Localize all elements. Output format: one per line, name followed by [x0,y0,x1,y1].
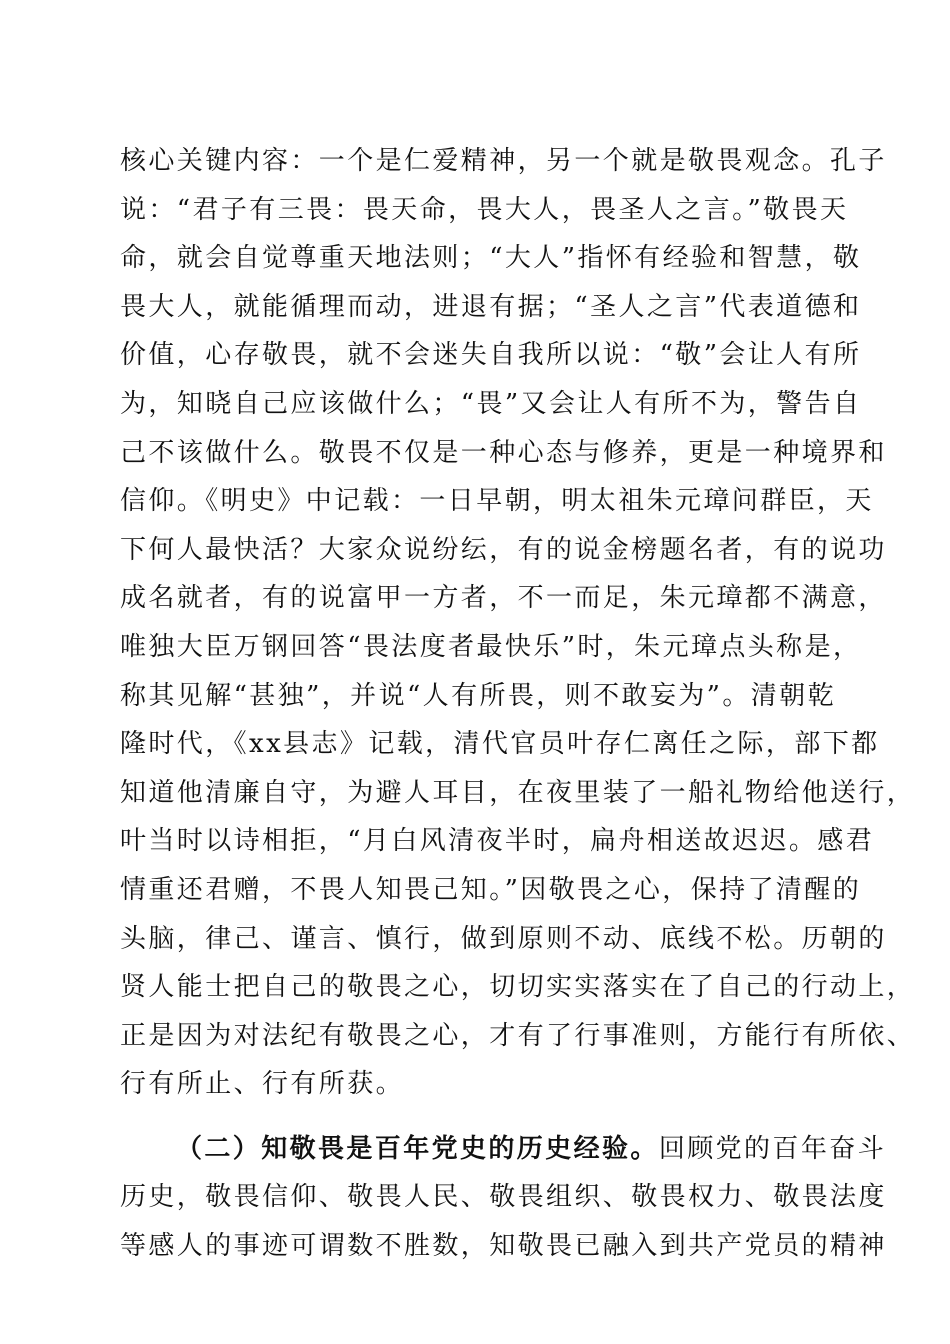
text-line: 叶当时以诗相拒，“月白风清夜半时，扁舟相送故迟迟。感君 [120,826,875,857]
text-line: 信仰。《明史》中记载：一日早朝，明太祖朱元璋问群臣，天 [120,486,874,517]
text-line: 命，就会自觉尊重天地法则；“大人”指怀有经验和智慧，敬 [120,243,862,274]
text-line: 等感人的事迹可谓数不胜数，知敬畏已融入到共产党员的精神 [120,1231,887,1262]
text-line: 知道他清廉自守，为避人耳目，在夜里装了一船礼物给他送行， [120,777,916,808]
text-line: 称其见解“甚独”，并说“人有所畏，则不敢妄为”。清朝乾 [120,680,836,711]
text-line: 价值，心存敬畏，就不会迷失自我所以说：“敬”会让人有所 [120,340,862,371]
body-text [120,137,916,1271]
text-line: 历史，敬畏信仰、敬畏人民、敬畏组织、敬畏权力、敬畏法度 [120,1182,887,1213]
text-line: 为，知晓自己应该做什么；“畏”又会让人有所不为，警告自 [120,388,862,419]
text-line: 正是因为对法纪有敬畏之心，才有了行事准则，方能行有所依、 [120,1020,916,1051]
text-line: 核心关键内容：一个是仁爱精神，另一个就是敬畏观念。孔子 [120,146,887,176]
text-line: 唯独大臣万钢回答“畏法度者最快乐”时，朱元璋点头称是， [120,631,862,662]
paragraph-2-first-line [120,1125,887,1174]
text-line: 头脑，律己、谨言、慎行，做到原则不动、底线不松。历朝的 [120,923,887,954]
paragraph-1 [120,137,916,1109]
text-line: 成名就者，有的说富甲一方者，不一而足，朱元璋都不满意， [120,583,887,614]
text-line: 隆时代，《xx县志》记载，清代官员叶存仁离任之际，部下都 [120,729,880,760]
paragraph-2 [120,1125,887,1271]
text-line: 贤人能士把自己的敬畏之心，切切实实落实在了自己的行动上， [120,972,916,1003]
text-line: 情重还君赠，不畏人知畏己知。”因敬畏之心，保持了清醒的 [120,874,862,905]
text-line: 行有所止、行有所获。 [120,1069,405,1100]
text-run: 回顾党的百年奋斗 [658,1133,887,1164]
paragraph-spacing [120,1109,840,1125]
text-line: 说：“君子有三畏：畏天命，畏大人，畏圣人之言。”敬畏天 [120,194,849,225]
text-line: 下何人最快活？大家众说纷纭，有的说金榜题名者，有的说功 [120,534,887,565]
text-line: 畏大人，就能循理而动，进退有据；“圣人之言”代表道德和 [120,291,862,322]
section-heading: （二）知敬畏是百年党史的历史经验。 [176,1133,659,1164]
text-line: 己不该做什么。敬畏不仅是一种心态与修养，更是一种境界和 [120,437,887,468]
